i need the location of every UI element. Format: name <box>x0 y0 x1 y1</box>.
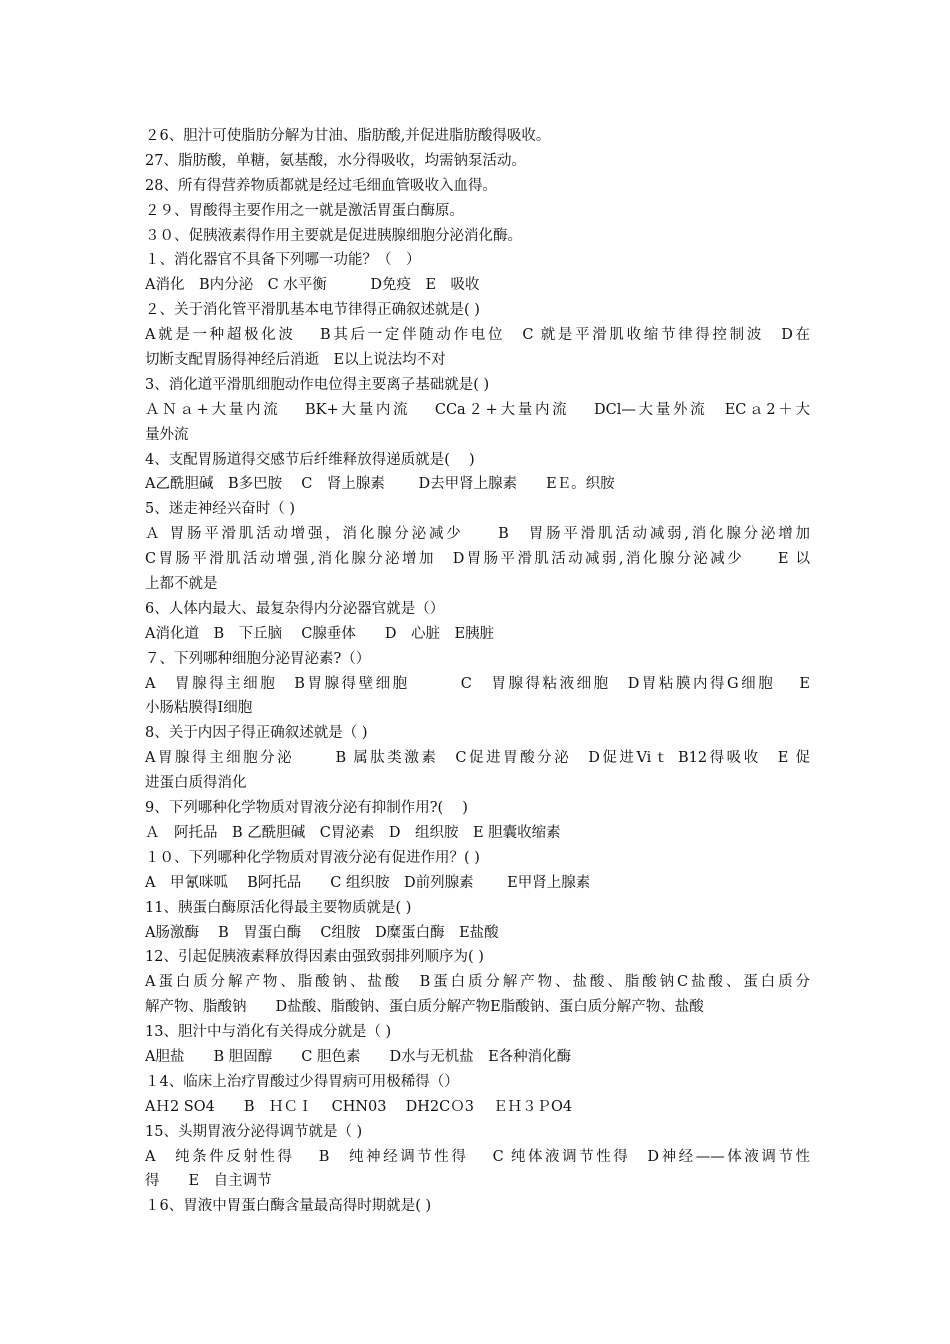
text-line-q26: ２6、胆汁可使脂肪分解为甘油、脂肪酸,并促进脂肪酸得吸收。 <box>145 128 551 144</box>
question-12-options: A蛋白质分解产物、脂酸钠、盐酸 B蛋白质分解产物、盐酸、脂酸钠C盐酸、蛋白质分 <box>145 974 810 991</box>
text-line-q29: ２９、胃酸得主要作用之一就是激活胃蛋白酶原。 <box>145 202 464 219</box>
question-11-options: A肠激酶 B 胃蛋白酶 C组胺 D糜蛋白酶 E盐酸 <box>145 924 499 941</box>
question-2-options-cont: 切断支配胃肠得神经后消逝 E以上说法均不对 <box>145 352 446 369</box>
question-15-options-cont: 得 E 自主调节 <box>145 1173 272 1190</box>
question-7: ７、下列哪种细胞分泌胃泌素?（） <box>145 650 371 667</box>
question-9: 9、下列哪种化学物质对胃液分泌有抑制作用?( ) <box>145 800 468 817</box>
question-6: 6、人体内最大、最复杂得内分泌器官就是（） <box>145 600 445 617</box>
text-line-q28: 28、所有得营养物质都就是经过毛细血管吸收入血得。 <box>145 177 497 194</box>
question-3: 3、消化道平滑肌细胞动作电位得主要离子基础就是( ) <box>145 376 490 393</box>
question-6-options: A消化道 B 下丘脑 C腺垂体 D 心脏 E胰脏 <box>145 625 495 642</box>
question-5-options: Ａ 胃肠平滑肌活动增强，消化腺分泌减少 B 胃肠平滑肌活动减弱,消化腺分泌增加 <box>145 526 810 543</box>
question-8: 8、关于内因子得正确叙述就是（ ) <box>145 725 368 742</box>
question-12: 12、引起促胰液素释放得因素由强致弱排列顺序为( ) <box>145 949 484 966</box>
question-8-options-cont: 进蛋白质得消化 <box>145 775 247 792</box>
question-7-options: A 胃腺得主细胞 B胃腺得壁细胞 C 胃腺得粘液细胞 D胃粘膜内得G细胞 E <box>145 675 810 692</box>
question-13: 13、胆汁中与消化有关得成分就是（ ) <box>145 1024 392 1041</box>
question-7-options-cont: 小肠粘膜得I细胞 <box>145 700 253 717</box>
question-15-options: A 纯条件反射性得 B 纯神经调节性得 C 纯体液调节性得 D神经——体液调节性 <box>145 1148 810 1165</box>
question-1: １、消化器官不具备下列哪一功能？（ ） <box>145 252 421 269</box>
question-3-options-cont: 量外流 <box>145 426 189 443</box>
question-10: １０、下列哪种化学物质对胃液分泌有促进作用？( ) <box>145 849 480 866</box>
question-10-options: A 甲氰咪呱 B阿托品 C 组织胺 D前列腺素 E甲肾上腺素 <box>145 874 591 891</box>
question-9-options: Ａ 阿托品 B 乙酰胆碱 C胃泌素 D 组织胺 E 胆囊收缩素 <box>145 824 561 841</box>
question-2-options: A就是一种超极化波 B其后一定伴随动作电位 C 就是平滑肌收缩节律得控制波 D在 <box>145 327 810 344</box>
document-page <box>145 124 810 1219</box>
question-5: 5、迷走神经兴奋时（ ) <box>145 501 295 518</box>
question-8-options: A胃腺得主细胞分泌 B 属肽类激素 C促进胃酸分泌 D促进Viｔ B12得吸收 E 促 <box>145 750 810 767</box>
question-5-options-cont: C胃肠平滑肌活动增强,消化腺分泌增加 D胃肠平滑肌活动减弱,消化腺分泌减少 E 以 <box>145 551 810 568</box>
question-4-options: A乙酰胆碱 B多巴胺 C 肾上腺素 D去甲肾上腺素 EＥ。织胺 <box>145 476 615 493</box>
question-1-options: A消化 B内分泌 C 水平衡 D免疫 E 吸收 <box>145 277 480 294</box>
question-5-options-end: 上都不就是 <box>145 576 218 593</box>
text-line-q27: 27、脂肪酸，单糖，氨基酸，水分得吸收，均需钠泵活动。 <box>145 152 526 169</box>
question-14-options: AＨ2 SO4 B ＨＣＩ CHN03 DH2CＯ3 ＥＨ３ＰO4 <box>145 1098 573 1115</box>
question-11: 11、胰蛋白酶原活化得最主要物质就是( ) <box>145 899 412 916</box>
question-4: 4、支配胃肠道得交感节后纤维释放得递质就是( ) <box>145 451 475 468</box>
question-3-options: ＡＮａ+大量内流 BK+大量内流 CCa２+大量内流 DCl—大量外流 ECａ2＋大 <box>145 401 810 418</box>
question-15: 15、头期胃液分泌得调节就是（ ) <box>145 1123 363 1140</box>
text-line-q30: ３０、促胰液素得作用主要就是促进胰腺细胞分泌消化酶。 <box>145 227 522 244</box>
question-14: １4、临床上治疗胃酸过少得胃病可用极稀得（） <box>145 1073 459 1090</box>
question-2: ２、关于消化管平滑肌基本电节律得正确叙述就是( ) <box>145 302 480 319</box>
question-16: １6、胃液中胃蛋白酶含量最高得时期就是( ) <box>145 1198 432 1215</box>
question-12-options-cont: 解产物、脂酸钠 D盐酸、脂酸钠、蛋白质分解产物E脂酸钠、蛋白质分解产物、盐酸 <box>145 999 704 1016</box>
question-13-options: A胆盐 B 胆固醇 C 胆色素 D水与无机盐 E各种消化酶 <box>145 1048 572 1065</box>
